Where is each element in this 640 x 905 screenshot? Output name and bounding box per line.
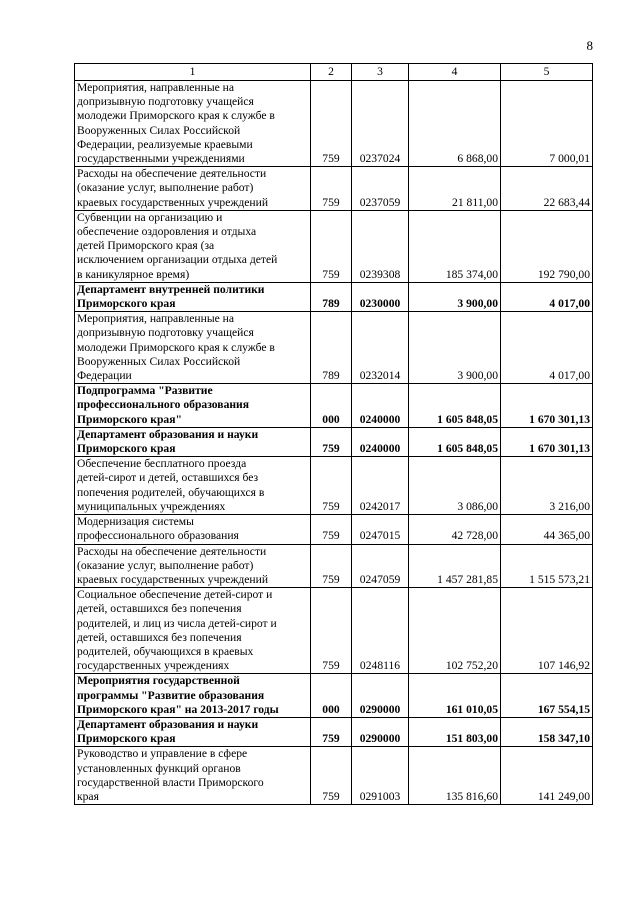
row-amount-col5: 1 515 573,21 — [501, 544, 593, 588]
row-target-code: 0239308 — [352, 210, 409, 282]
row-ministry-code: 789 — [311, 282, 352, 311]
row-target-code: 0232014 — [352, 312, 409, 384]
row-ministry-code: 000 — [311, 384, 352, 428]
row-description — [75, 427, 311, 456]
description-line: Социальное обеспечение детей-сирот и — [77, 588, 273, 602]
row-amount-col4: 3 900,00 — [409, 282, 501, 311]
description-line: Вооруженных Силах Российской — [77, 123, 241, 137]
row-target-code: 0237059 — [352, 167, 409, 211]
description-line: Мероприятия, направленные на — [77, 81, 235, 94]
table-row — [75, 747, 593, 805]
row-amount-col5: 44 365,00 — [501, 515, 593, 544]
description-line: Приморского края" — [77, 412, 182, 426]
description-line: Приморского края — [77, 442, 176, 456]
description-line: обеспечение оздоровления и отдыха — [77, 225, 257, 239]
description-line: допризывную подготовку учащейся — [77, 326, 254, 340]
description-line: Приморского края — [77, 732, 176, 746]
row-ministry-code: 759 — [311, 588, 352, 674]
header-col-3: 3 — [352, 64, 409, 81]
table-row — [75, 544, 593, 588]
row-description — [75, 515, 311, 544]
row-target-code: 0247015 — [352, 515, 409, 544]
row-amount-col4: 6 868,00 — [409, 81, 501, 167]
row-description — [75, 588, 311, 674]
description-line: Приморского края — [77, 297, 176, 311]
description-line: краевых государственных учреждений — [77, 195, 269, 209]
row-ministry-code: 759 — [311, 515, 352, 544]
description-line: молодежи Приморского края к службе в — [77, 340, 275, 354]
row-amount-col5: 141 249,00 — [501, 747, 593, 805]
row-description — [75, 81, 311, 167]
row-amount-col4: 135 816,60 — [409, 747, 501, 805]
row-amount-col4: 1 605 848,05 — [409, 427, 501, 456]
description-line: родителей, и лиц из числа детей-сирот и — [77, 616, 277, 630]
description-line: Субвенции на организацию и — [77, 210, 223, 224]
row-ministry-code: 759 — [311, 717, 352, 746]
row-description — [75, 717, 311, 746]
row-target-code: 0240000 — [352, 427, 409, 456]
row-amount-col5: 3 216,00 — [501, 457, 593, 515]
row-description — [75, 210, 311, 282]
table-row — [75, 210, 593, 282]
table-row — [75, 167, 593, 211]
row-amount-col5: 4 017,00 — [501, 282, 593, 311]
description-line: краевых государственных учреждений — [77, 572, 269, 586]
row-amount-col4: 161 010,05 — [409, 674, 501, 718]
row-target-code: 0290000 — [352, 717, 409, 746]
row-amount-col5: 107 146,92 — [501, 588, 593, 674]
row-amount-col5: 1 670 301,13 — [501, 384, 593, 428]
description-line: Департамент образования и науки — [77, 427, 259, 441]
description-line: детей, оставшихся без попечения — [77, 630, 242, 644]
row-ministry-code: 759 — [311, 81, 352, 167]
row-amount-col5: 1 670 301,13 — [501, 427, 593, 456]
table-row — [75, 515, 593, 544]
row-ministry-code: 000 — [311, 674, 352, 718]
row-ministry-code: 759 — [311, 427, 352, 456]
table-row — [75, 674, 593, 718]
header-col-5: 5 — [501, 64, 593, 81]
description-line: родителей, обучающихся в краевых — [77, 644, 254, 658]
table-row — [75, 457, 593, 515]
description-line: в каникулярное время) — [77, 267, 190, 281]
table-row — [75, 81, 593, 167]
header-col-2: 2 — [311, 64, 352, 81]
budget-table — [74, 63, 593, 805]
description-line: края — [77, 789, 99, 803]
row-amount-col4: 185 374,00 — [409, 210, 501, 282]
description-line: Департамент образования и науки — [77, 717, 259, 731]
row-amount-col4: 1 457 281,85 — [409, 544, 501, 588]
description-line: профессионального образования — [77, 398, 249, 412]
description-line: Вооруженных Силах Российской — [77, 354, 241, 368]
row-amount-col5: 4 017,00 — [501, 312, 593, 384]
description-line: Модернизация системы — [77, 515, 194, 529]
description-line: Мероприятия государственной — [77, 674, 240, 688]
description-line: исключением организации отдыха детей — [77, 253, 278, 267]
row-target-code: 0237024 — [352, 81, 409, 167]
description-line: государственными учреждениями — [77, 152, 245, 166]
description-line: Подпрограмма "Развитие — [77, 384, 213, 398]
row-ministry-code: 789 — [311, 312, 352, 384]
row-ministry-code: 759 — [311, 210, 352, 282]
row-description — [75, 674, 311, 718]
row-amount-col4: 102 752,20 — [409, 588, 501, 674]
description-line: Федерации — [77, 369, 132, 383]
description-line: детей Приморского края (за — [77, 239, 215, 253]
description-line: Расходы на обеспечение деятельности — [77, 544, 267, 558]
row-amount-col4: 42 728,00 — [409, 515, 501, 544]
description-line: Руководство и управление в сфере — [77, 747, 248, 761]
row-description — [75, 167, 311, 211]
table-row — [75, 384, 593, 428]
row-amount-col4: 3 086,00 — [409, 457, 501, 515]
row-target-code: 0248116 — [352, 588, 409, 674]
row-amount-col5: 7 000,01 — [501, 81, 593, 167]
row-amount-col5: 22 683,44 — [501, 167, 593, 211]
description-line: государственных учреждениях — [77, 659, 230, 673]
row-target-code: 0240000 — [352, 384, 409, 428]
row-description — [75, 282, 311, 311]
row-ministry-code: 759 — [311, 167, 352, 211]
page-number: 8 — [586, 38, 593, 53]
description-line: Федерации, реализуемые краевыми — [77, 137, 253, 151]
description-line: Департамент внутренней политики — [77, 282, 265, 296]
table-row — [75, 282, 593, 311]
row-description — [75, 544, 311, 588]
row-description — [75, 457, 311, 515]
description-line: детей, оставшихся без попечения — [77, 602, 242, 616]
row-description — [75, 384, 311, 428]
row-amount-col5: 167 554,15 — [501, 674, 593, 718]
row-amount-col4: 151 803,00 — [409, 717, 501, 746]
table-row — [75, 427, 593, 456]
row-ministry-code: 759 — [311, 457, 352, 515]
row-target-code: 0242017 — [352, 457, 409, 515]
table-row — [75, 717, 593, 746]
description-line: попечения родителей, обучающихся в — [77, 485, 265, 499]
description-line: государственной власти Приморского — [77, 775, 264, 789]
table-row — [75, 312, 593, 384]
row-description — [75, 312, 311, 384]
table-header-row — [75, 64, 593, 81]
description-line: установленных функций органов — [77, 761, 241, 775]
description-line: молодежи Приморского края к службе в — [77, 109, 275, 123]
description-line: Расходы на обеспечение деятельности — [77, 167, 267, 181]
description-line: Обеспечение бесплатного проезда — [77, 457, 247, 471]
row-target-code: 0290000 — [352, 674, 409, 718]
description-line: программы "Развитие образования — [77, 688, 265, 702]
table-row — [75, 588, 593, 674]
description-line: профессионального образования — [77, 529, 239, 543]
description-line: Мероприятия, направленные на — [77, 312, 235, 326]
row-amount-col5: 158 347,10 — [501, 717, 593, 746]
description-line: муниципальных учреждениях — [77, 499, 226, 513]
table-body — [75, 64, 593, 805]
header-col-1: 1 — [75, 64, 311, 81]
row-ministry-code: 759 — [311, 544, 352, 588]
row-ministry-code: 759 — [311, 747, 352, 805]
description-line: (оказание услуг, выполнение работ) — [77, 558, 254, 572]
row-target-code: 0247059 — [352, 544, 409, 588]
row-target-code: 0291003 — [352, 747, 409, 805]
row-amount-col5: 192 790,00 — [501, 210, 593, 282]
row-target-code: 0230000 — [352, 282, 409, 311]
row-amount-col4: 1 605 848,05 — [409, 384, 501, 428]
header-col-4: 4 — [409, 64, 501, 81]
row-amount-col4: 21 811,00 — [409, 167, 501, 211]
description-line: (оказание услуг, выполнение работ) — [77, 181, 254, 195]
description-line: детей-сирот и детей, оставшихся без — [77, 471, 259, 485]
description-line: допризывную подготовку учащейся — [77, 95, 254, 109]
description-line: Приморского края" на 2013-2017 годы — [77, 702, 279, 716]
row-amount-col4: 3 900,00 — [409, 312, 501, 384]
row-description — [75, 747, 311, 805]
